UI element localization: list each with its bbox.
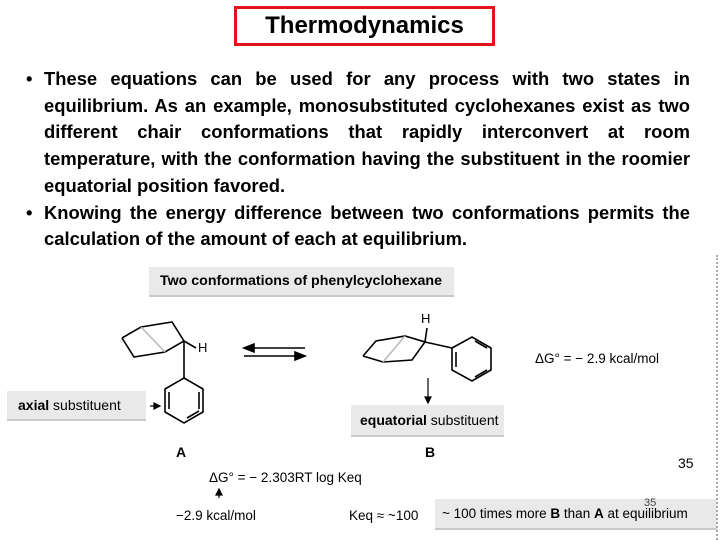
- delta-g-value: ΔG° = − 2.9 kcal/mol: [535, 351, 659, 366]
- molecule-label-b: B: [425, 444, 436, 460]
- bullet-dot: •: [26, 201, 33, 223]
- result-pre: ~ 100 times more: [442, 506, 551, 521]
- phenyl-equatorial: [452, 337, 491, 381]
- equatorial-rest: substituent: [426, 412, 499, 428]
- bullet-dot: •: [26, 68, 33, 89]
- bullet-text: These equations can be used for any process with two states in equilibrium. As an example, monosubstituted cyclohexanes exist as two different chair conformations that rapidly interconvert at room temperature, with the conformation having the substituent in the roomier equatorial position favored.: [44, 68, 690, 196]
- slide-edge-divider: [716, 255, 718, 540]
- page-number-small: 35: [644, 497, 657, 509]
- figure-caption: Two conformations of phenylcyclohexane: [149, 267, 454, 297]
- keq-result: Keq ≈ ~100: [349, 508, 419, 523]
- chair-equatorial: [363, 328, 452, 362]
- result-post: at equilibrium: [603, 506, 688, 521]
- free-energy-equation: ΔG° = − 2.303RT log Keq: [209, 470, 362, 485]
- result-mid: than: [560, 506, 594, 521]
- phenyl-axial: [165, 378, 203, 423]
- molecule-label-a: A: [176, 444, 187, 460]
- equatorial-bold: equatorial: [360, 412, 427, 428]
- result-a: A: [593, 506, 604, 521]
- equilibrium-arrows: [244, 344, 305, 360]
- equatorial-h-label: H: [421, 311, 431, 326]
- bullet-text: Knowing the energy difference between two conformations permits the calculation of the amount of each at equilibrium.: [44, 201, 690, 250]
- equilibrium-result: [435, 499, 717, 530]
- result-b: B: [550, 506, 561, 521]
- axial-rest: substituent: [49, 397, 121, 413]
- energy-value: −2.9 kcal/mol: [176, 508, 256, 523]
- axial-h-label: H: [198, 340, 208, 355]
- axial-substituent-label: [7, 391, 146, 421]
- page-number: 35: [678, 455, 694, 471]
- slide-title: Thermodynamics: [234, 6, 495, 46]
- axial-bold: axial: [18, 397, 50, 413]
- equatorial-substituent-label: [351, 405, 504, 437]
- chair-axial: [122, 322, 196, 378]
